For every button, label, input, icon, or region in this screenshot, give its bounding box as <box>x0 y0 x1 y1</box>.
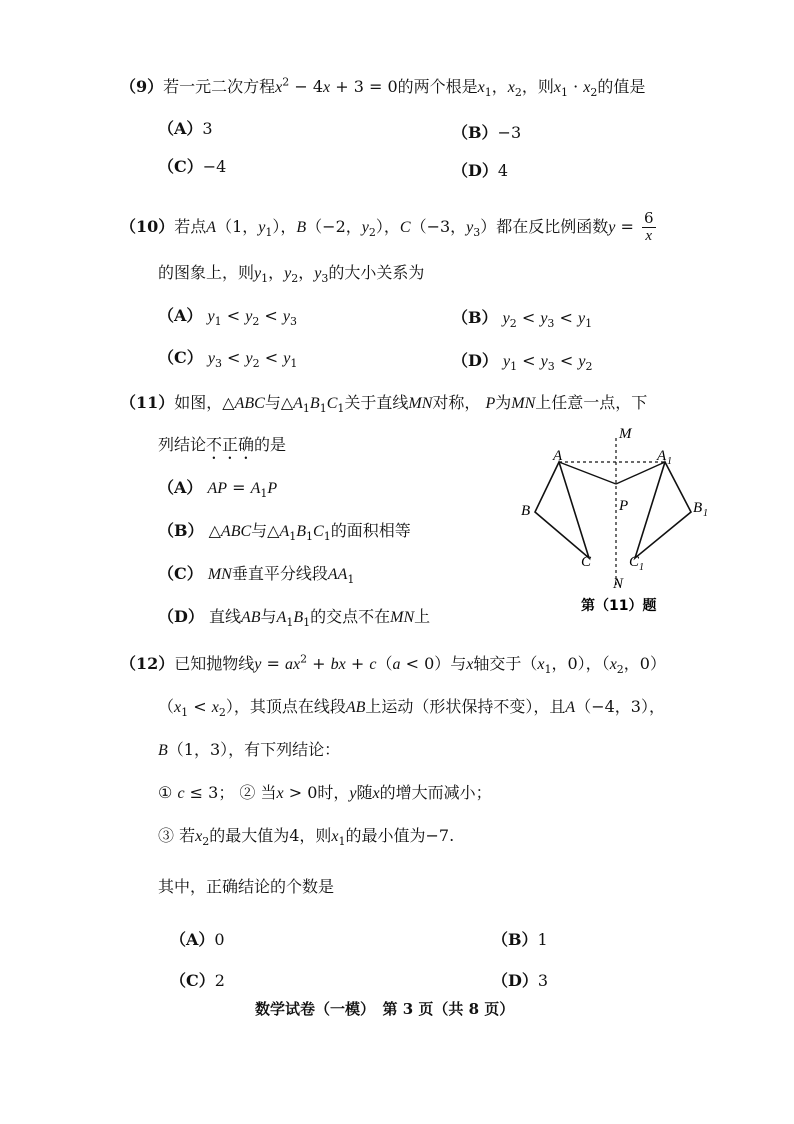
q11-stem: （11）如图，△ABC与$\triangle A_1B_1C_1$关于直线MN对称， P为MN上任意一点，下 <box>120 393 648 416</box>
q12-option-b: （B）1 <box>492 930 548 949</box>
label-b1: B <box>693 500 703 516</box>
q11-option-c: （C） MN垂直平分线段$AA_1$ <box>158 564 355 587</box>
label-b: B <box>521 503 531 519</box>
q12-option-a: （A）0 <box>170 930 225 949</box>
label-p: P <box>619 498 629 514</box>
q9-option-d: （D）4 <box>452 161 509 180</box>
label-c: C <box>581 554 592 570</box>
q10-option-b: （B） $y_2 < y_3 < y_1$ <box>452 308 593 331</box>
label-b1-sub: 1 <box>703 508 708 519</box>
q9-option-c: （C）−4 <box>158 157 227 176</box>
q11-figure <box>515 420 715 620</box>
q11-figure-caption: 第（11）题 <box>581 598 657 614</box>
q10-option-c: （C） $y_3 < y_2 < y_1$ <box>158 348 298 371</box>
segment-a1p <box>616 462 665 484</box>
q12-line2: $(x_1 < x_2)$，其顶点在线段AB上运动（形状保持不变），且A（−4，3）， <box>158 697 665 720</box>
q12-line3: B（1，3），有下列结论： <box>158 740 341 759</box>
page-footer: 数学试卷（一模） 第 3 页（共 8 页） <box>255 1000 515 1018</box>
label-a1-sub: 1 <box>667 456 672 467</box>
q11-option-d: （D） 直线AB与$A_1B_1$的交点不在MN上 <box>158 607 431 630</box>
q12-conclusions-1-2: ① c ≤ 3； ② 当x > 0时，y随x的增大而减小； <box>158 783 492 802</box>
q12-option-c: （C）2 <box>170 971 225 990</box>
q10-stem: （10）若点A（1，$y_1$），B（−2，$y_2$），C（−3，$y_3$）都在反比例函数y = $\frac{6}{x}$ <box>120 209 654 244</box>
label-c1-sub: 1 <box>639 562 644 573</box>
segment-ap <box>559 462 616 484</box>
label-m: M <box>619 426 632 442</box>
triangle-a1b1c1 <box>635 462 691 558</box>
label-a1: A <box>657 448 667 464</box>
q12-stem: （12）已知抛物线$y = ax^2$ + bx + c（a < 0）与x轴交于（$x_1$，0），（$x_2$，0） <box>120 652 666 677</box>
label-n: N <box>613 576 624 592</box>
triangle-abc <box>535 462 589 558</box>
q11-option-a: （A） AP = $A_1P$ <box>158 478 278 501</box>
q12-option-d: （D）3 <box>492 971 549 990</box>
q11-option-b: （B） △ABC与$\triangle A_1B_1C_1$的面积相等 <box>158 521 411 544</box>
label-c1: C <box>629 554 640 570</box>
q10-option-a: （A） $y_1 < y_2 < y_3$ <box>158 306 297 329</box>
q12-conclusion-3: ③ 若$x_2$的最大值为4，则$x_1$的最小值为−7. <box>158 826 455 849</box>
q9-stem: （9）若一元二次方程$x^2 - 4x + 3 = 0$的两个根是$x_1$，$x_2$，则$x_1 \cdot x_2$的值是 <box>120 75 646 100</box>
label-a: A <box>553 448 563 464</box>
q11-line2: 列结论不正确的是 <box>158 435 287 454</box>
q10-option-d: （D） $y_1 < y_3 < y_2$ <box>452 351 593 374</box>
q9-option-b: （B）−3 <box>452 123 522 142</box>
q9-option-a: （A）3 <box>158 119 213 138</box>
q12-question: 其中，正确结论的个数是 <box>158 877 335 896</box>
q10-line2: 的图象上，则$y_1$，$y_2$，$y_3$的大小关系为 <box>158 263 425 286</box>
